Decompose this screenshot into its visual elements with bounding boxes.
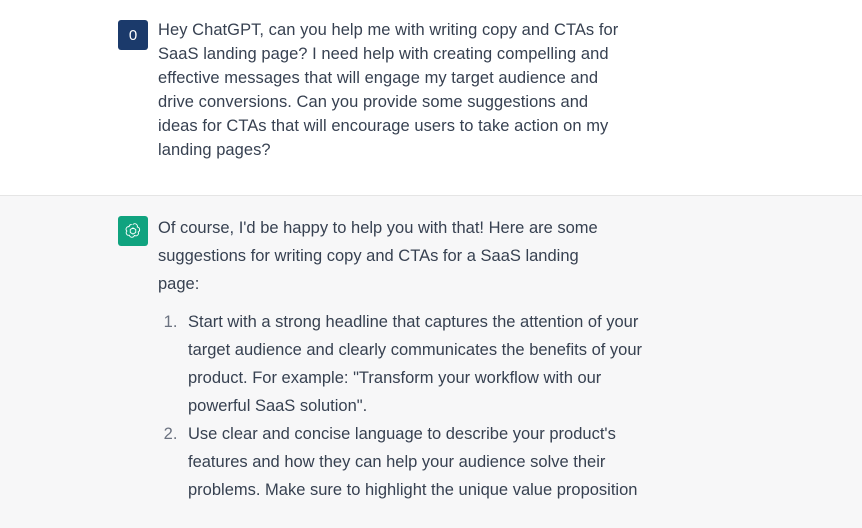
- user-avatar-column: [0, 18, 158, 177]
- user-message-block: [158, 18, 628, 162]
- user-message-column: [158, 18, 862, 177]
- assistant-intro-text: Of course, I'd be happy to help you with that! Here are some suggestions for writing copy and CTAs for a SaaS landing page:: [158, 219, 598, 293]
- assistant-suggestion-list: [158, 308, 662, 504]
- chat-turn-user: [0, 0, 862, 195]
- user-message-text: Hey ChatGPT, can you help me with writing copy and CTAs for SaaS landing page? I need help with creating compelling and effective messages that will engage my target audience and drive conversions. Can you provide some suggestions and ideas for CTAs that will encourage users to take action on my landing pages?: [158, 21, 619, 159]
- assistant-message-column: [158, 214, 862, 510]
- chat-turn-assistant: [0, 195, 862, 528]
- user-avatar-label: 0: [128, 26, 138, 44]
- assistant-avatar-column: [0, 214, 158, 510]
- list-item: 1. Start with a strong headline that captures the attention of your target audience and clearly communicates the benefits of your product. For example: "Transform your workflow with our powerful SaaS solution".: [182, 308, 648, 420]
- avatar: [118, 20, 148, 50]
- list-item: 2. Use clear and concise language to describe your product's features and how they can help your audience solve their problems. Make sure to highlight the unique value proposition: [182, 420, 648, 504]
- openai-logo-icon: [118, 216, 148, 246]
